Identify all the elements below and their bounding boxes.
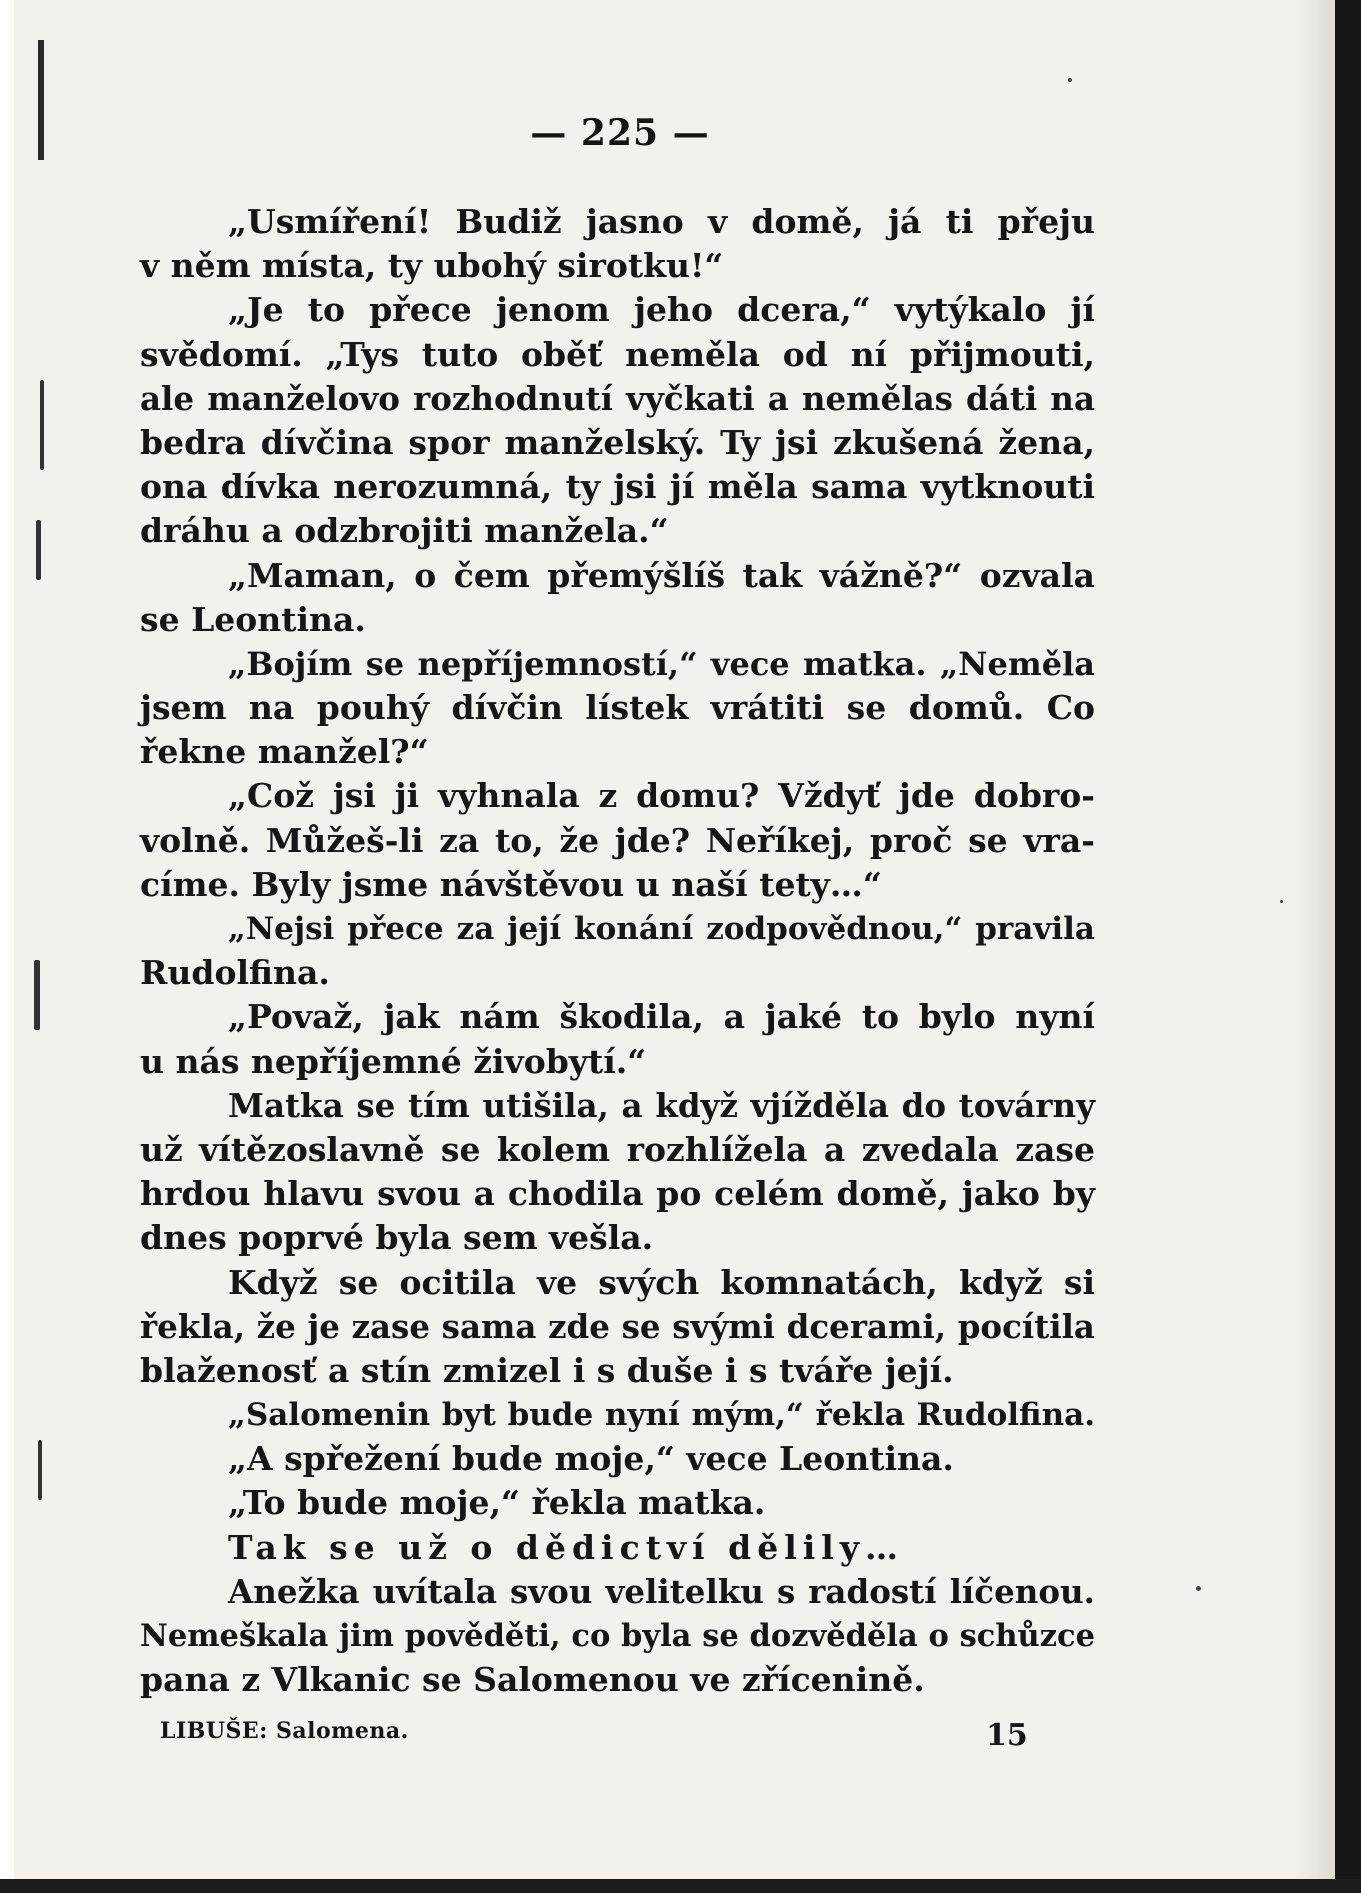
page-number: — 225 — <box>530 112 710 154</box>
text-line: Nemeškala jim pověděti, co byla se dozvěděla o schůzce <box>140 1618 1095 1654</box>
paper-speck <box>1068 78 1072 82</box>
text-line: už vítězoslavně se kolem rozhlížela a zvedala zase <box>140 1129 1095 1169</box>
right-scan-edge <box>1335 0 1361 1893</box>
text-line: Tak se už o dědictví dělily… <box>228 1527 904 1567</box>
text-line: se Leontina. <box>140 599 366 639</box>
text-line: v něm místa, ty ubohý sirotku!“ <box>140 246 724 286</box>
gutter-mark <box>34 960 40 1030</box>
text-line: „Bojím se nepříjemností,“ vece matka. „Neměla <box>228 644 1095 683</box>
text-line: řekne manžel?“ <box>140 732 429 772</box>
text-line: dnes poprvé byla sem vešla. <box>140 1218 654 1258</box>
text-line: pana z Vlkanic se Salomenou ve zřícenině. <box>140 1660 925 1700</box>
text-line: bedra dívčina spor manželský. Ty jsi zkušená žena, <box>140 422 1095 462</box>
text-line: ale manželovo rozhodnutí vyčkati a nemělas dáti na <box>140 378 1095 418</box>
text-line: „Nejsi přece za její konání zodpovědnou,“ pravila <box>228 911 1095 947</box>
text-line: „A spřežení bude moje,“ vece Leontina. <box>228 1439 954 1479</box>
text-line: dráhu a odzbrojiti manžela.“ <box>140 511 669 551</box>
text-line: címe. Byly jsme návštěvou u naší tety…“ <box>140 864 882 904</box>
left-margin-edge <box>0 0 14 1893</box>
body-text <box>140 200 1095 1702</box>
text-line: „Je to přece jenom jeho dcera,“ vytýkalo jí <box>228 290 1095 330</box>
text-line: Matka se tím utišila, a když vjížděla do továrny <box>228 1085 1095 1125</box>
text-line: u nás nepříjemné živobytí.“ <box>140 1041 647 1081</box>
gutter-mark <box>36 520 41 580</box>
paper-speck <box>1280 900 1283 903</box>
text-line: jsem na pouhý dívčin lístek vrátiti se domů. Co <box>140 688 1095 728</box>
sheet-number: 15 <box>986 1718 1028 1753</box>
page-footer <box>160 1718 1028 1753</box>
text-line: „Považ, jak nám škodila, a jaké to bylo nyní <box>228 997 1095 1037</box>
text-line: „To bude moje,“ řekla matka. <box>228 1483 766 1523</box>
text-line: ona dívka nerozumná, ty jsi jí měla sama vytknouti <box>140 467 1095 507</box>
text-line: „Usmíření! Budiž jasno v domě, já ti přeju <box>228 202 1095 241</box>
text-line: Rudolfina. <box>140 953 330 993</box>
right-page-shading <box>1295 0 1335 1893</box>
text-line: „Což jsi ji vyhnala z domu? Vždyť jde dobro- <box>228 776 1095 816</box>
paper-speck <box>1196 1586 1201 1591</box>
text-line: volně. Můžeš-li za to, že jde? Neříkej, proč se vra- <box>140 820 1095 860</box>
text-line: „Salomenin byt bude nyní mým,“ řekla Rudolfina. <box>228 1397 1095 1434</box>
text-line: Anežka uvítala svou velitelku s radostí líčenou. <box>228 1571 1095 1611</box>
bottom-scan-edge <box>0 1879 1361 1893</box>
text-line: řekla, že je zase sama zde se svými dcerami, pocítila <box>140 1306 1095 1346</box>
gutter-mark <box>38 1440 42 1500</box>
text-line: „Maman, o čem přemýšlíš tak vážně?“ ozvala <box>228 555 1095 595</box>
text-line: blaženosť a stín zmizel i s duše i s tváře její. <box>140 1350 954 1390</box>
gutter-mark <box>40 380 44 470</box>
text-line: svědomí. „Tys tuto oběť neměla od ní přijmouti, <box>140 334 1095 374</box>
signature-mark: LIBUŠE: Salomena. <box>160 1718 409 1744</box>
text-line: hrdou hlavu svou a chodila po celém domě, jako by <box>140 1174 1095 1214</box>
text-line: Když se ocitila ve svých komnatách, když si <box>228 1262 1095 1302</box>
